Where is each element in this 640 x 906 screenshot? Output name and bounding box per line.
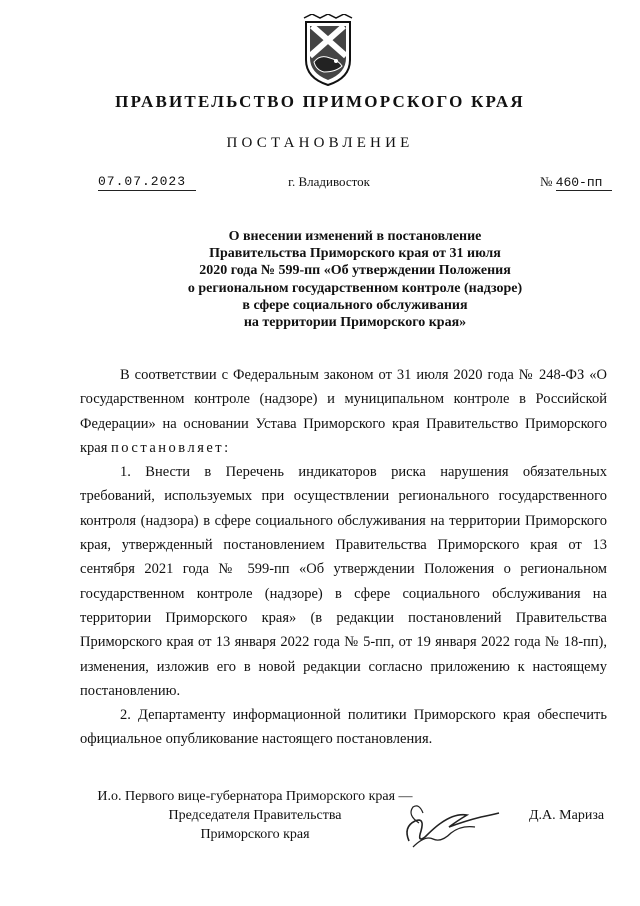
heading-line: о региональном государственном контроле (надзоре) [187, 280, 523, 296]
preamble-text: В соответствии с Федеральным законом от 31 июля 2020 года № 248-ФЗ «О государственном контроле (надзоре) и муниципальном контроле в Российской Федерации» на основании Устава Приморского края Правительство Приморского края [80, 367, 607, 456]
document-city: г. Владивосток [288, 174, 370, 189]
heading-line: Правительства Приморского края от 31 июля [209, 246, 501, 262]
coat-of-arms-icon [300, 14, 356, 88]
number-underline [556, 190, 612, 191]
organization-title: ПРАВИТЕЛЬСТВО ПРИМОРСКОГО КРАЯ [115, 92, 525, 111]
signatory-line: Приморского края [200, 827, 310, 842]
document-number [540, 174, 602, 190]
number-value: 460-пп [555, 175, 603, 190]
signatory-line: И.о. Первого вице-губернатора Приморского края — [97, 789, 413, 804]
heading-line: в сфере социального обслуживания [242, 297, 468, 313]
handwritten-signature [395, 797, 505, 851]
document-heading [120, 228, 590, 331]
heading-line: на территории Приморского края» [243, 315, 467, 331]
signatory-line: Председателя Правительства [168, 808, 342, 823]
document-body [80, 363, 607, 752]
preamble-keyword: постановляет: [111, 439, 231, 456]
signatory-name: Д.А. Мариза [529, 808, 605, 823]
document-date: 07.07.2023 [98, 174, 187, 189]
heading-line: О внесении изменений в постановление [228, 229, 482, 244]
number-prefix: № [540, 174, 553, 189]
item-2-paragraph: 2. Департаменту информационной политики Приморского края обеспечить официальное опубликование настоящего постановления. [80, 707, 607, 748]
date-underline [98, 190, 196, 191]
document-type: ПОСТАНОВЛЕНИЕ [226, 135, 414, 151]
item-1-paragraph: 1. Внести в Перечень индикаторов риска нарушения обязательных требований, используемых при осуществлении регионального государственного контроля (надзора) в сфере социального обслуживания на территории Приморского края, утвержденный постановлением Правительства Приморского края от 13 сентября 2021 года № 599-пп «Об утверждении Положения о региональном государственном контроле (надзоре) в сфере социального обслуживания на территории Приморского края» (в редакции постановлений Правительства Приморского края от 13 января 2022 года № 5-пп, от 19 января 2022 года № 18-пп), изменения, изложив его в новой редакции согласно приложению к настоящему постановлению. [80, 464, 607, 699]
preamble-paragraph [80, 363, 607, 460]
heading-line: 2020 года № 599-пп «Об утверждении Положения [199, 263, 511, 279]
